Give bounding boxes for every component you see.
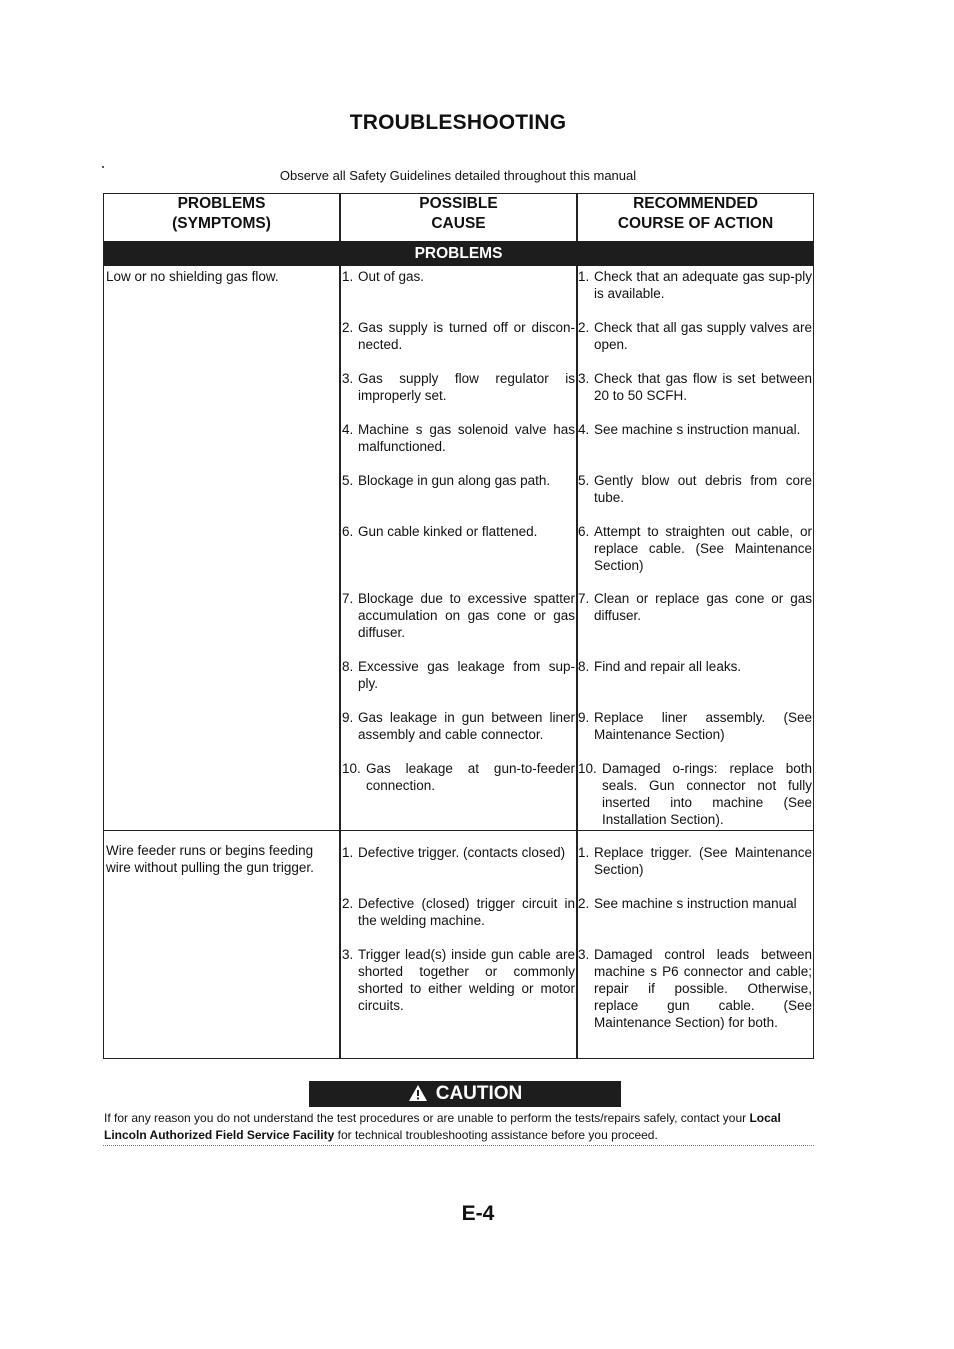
warning-triangle-icon <box>408 1084 428 1102</box>
troubleshooting-table <box>103 193 814 1059</box>
cause-item <box>342 844 575 861</box>
action-item <box>578 370 812 404</box>
cause-item <box>342 523 575 540</box>
item-text: Gas supply flow regulator is improperly set. <box>358 371 575 403</box>
cause-item <box>342 946 575 1014</box>
item-number: 6. <box>342 524 354 539</box>
item-text: Damaged o-rings: replace both seals. Gun connector not fully inserted into machine (See Installation Section). <box>602 761 812 827</box>
item-text: Check that an adequate gas sup-ply is available. <box>594 269 812 301</box>
caution-label: CAUTION <box>435 1083 523 1104</box>
cause-item <box>342 268 575 285</box>
cause-item <box>342 319 575 353</box>
action-item <box>578 895 812 912</box>
header-problems-line1: PROBLEMS <box>177 195 266 212</box>
cause-item <box>342 709 575 743</box>
action-item <box>578 421 812 438</box>
symptom-cell: Wire feeder runs or begins feeding wire without pulling the gun trigger. <box>106 843 314 875</box>
item-text: Damaged control leads between machine s P6 connector and cable; repair if possible. Otherwise, replace gun cable. (See Maintenance Section) for both. <box>594 947 812 1030</box>
item-number: 10. <box>342 761 361 776</box>
divider <box>103 1145 814 1146</box>
item-text: Trigger lead(s) inside gun cable are shorted together or commonly shorted to either welding or motor circuits. <box>358 947 575 1013</box>
page-title: TROUBLESHOOTING <box>349 111 567 134</box>
item-text: Attempt to straighten out cable, or replace cable. (See Maintenance Section) <box>594 524 812 573</box>
item-text: Blockage due to excessive spatter accumulation on gas cone or gas diffuser. <box>358 591 575 640</box>
item-text: Find and repair all leaks. <box>594 659 742 674</box>
page-number: E-4 <box>461 1202 495 1225</box>
cause-item <box>342 472 575 489</box>
item-number: 6. <box>578 524 590 539</box>
item-number: 7. <box>578 591 590 606</box>
item-text: Gently blow out debris from core tube. <box>594 473 812 505</box>
item-number: 9. <box>342 710 354 725</box>
item-number: 10. <box>578 761 597 776</box>
item-number: 8. <box>578 659 590 674</box>
cause-item <box>342 421 575 455</box>
item-text: Check that gas flow is set between 20 to 50 SCFH. <box>594 371 812 403</box>
item-number: 7. <box>342 591 354 606</box>
section-bar: PROBLEMS <box>104 241 813 266</box>
item-text: See machine s instruction manual <box>594 896 797 911</box>
action-item <box>578 319 812 353</box>
item-text: Gun cable kinked or flattened. <box>358 524 538 539</box>
action-item <box>578 946 812 1031</box>
item-text: Gas leakage in gun between liner assembly and cable connector. <box>358 710 575 742</box>
header-action-line2: COURSE OF ACTION <box>617 215 774 232</box>
action-item <box>578 523 812 574</box>
column-divider <box>339 194 341 1058</box>
item-number: 1. <box>342 845 354 860</box>
header-cause <box>341 194 576 241</box>
item-text: Out of gas. <box>358 269 425 284</box>
action-item <box>578 760 812 828</box>
header-action <box>578 194 813 241</box>
header-action-line1: RECOMMENDED <box>633 195 758 212</box>
item-text: Blockage in gun along gas path. <box>358 473 551 488</box>
action-item <box>578 472 812 506</box>
item-number: 2. <box>578 896 590 911</box>
item-number: 5. <box>578 473 590 488</box>
item-number: 3. <box>342 947 354 962</box>
caution-text-bold: Local Lincoln Authorized Field Service Facility <box>104 1111 781 1142</box>
row-divider <box>104 830 813 831</box>
cause-item <box>342 658 575 692</box>
action-item <box>578 268 812 302</box>
action-item <box>578 709 812 743</box>
item-number: 1. <box>342 269 354 284</box>
cause-item <box>342 590 575 641</box>
item-text: Replace liner assembly. (See Maintenance Section) <box>594 710 812 742</box>
item-number: 3. <box>578 371 590 386</box>
item-number: 3. <box>578 947 590 962</box>
item-text: Defective trigger. (contacts closed) <box>358 845 566 860</box>
action-item <box>578 590 812 624</box>
symptom-cell: Low or no shielding gas flow. <box>106 269 279 284</box>
item-text: Machine s gas solenoid valve has malfunctioned. <box>358 422 575 454</box>
item-number: 5. <box>342 473 354 488</box>
item-number: 4. <box>342 422 354 437</box>
caution-banner <box>309 1081 621 1107</box>
caution-text-part: for technical troubleshooting assistance before you proceed. <box>334 1128 658 1142</box>
action-item <box>578 844 812 878</box>
item-number: 9. <box>578 710 590 725</box>
item-text: Gas leakage at gun-to-feeder connection. <box>366 761 575 793</box>
item-number: 2. <box>342 320 354 335</box>
header-problems <box>104 194 339 241</box>
item-number: 1. <box>578 269 590 284</box>
action-item <box>578 658 812 675</box>
item-number: 4. <box>578 422 590 437</box>
item-text: Defective (closed) trigger circuit in the welding machine. <box>358 896 575 928</box>
header-cause-line2: CAUSE <box>431 215 486 232</box>
header-problems-line2: (SYMPTOMS) <box>172 215 271 232</box>
header-cause-line1: POSSIBLE <box>419 195 498 212</box>
item-text: Check that all gas supply valves are open. <box>594 320 812 352</box>
caution-text <box>104 1110 816 1144</box>
item-number: 2. <box>342 896 354 911</box>
item-number: 2. <box>578 320 590 335</box>
item-text: Clean or replace gas cone or gas diffuser. <box>594 591 812 623</box>
item-text: See machine s instruction manual. <box>594 422 801 437</box>
cause-item <box>342 370 575 404</box>
item-number: 3. <box>342 371 354 386</box>
cause-item <box>342 760 575 794</box>
item-number: 8. <box>342 659 354 674</box>
item-text: Gas supply is turned off or discon-nected. <box>358 320 575 352</box>
item-number: 1. <box>578 845 590 860</box>
item-text: Excessive gas leakage from sup-ply. <box>358 659 575 691</box>
safety-note: Observe all Safety Guidelines detailed throughout this manual <box>279 168 637 183</box>
cause-item <box>342 895 575 929</box>
caution-text-part: If for any reason you do not understand the test procedures or are unable to perform the tests/repairs safely, contact your <box>104 1111 750 1125</box>
item-text: Replace trigger. (See Maintenance Section) <box>594 845 812 877</box>
